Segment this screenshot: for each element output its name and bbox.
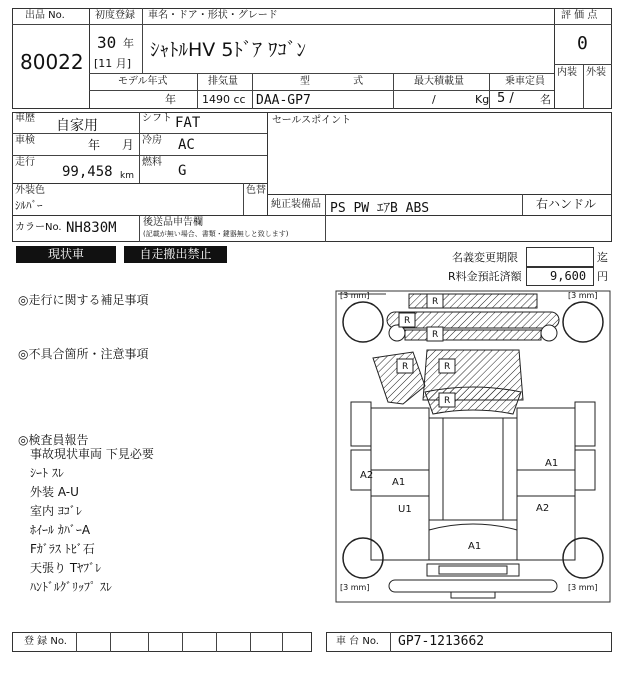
score-label: 評 価 点 bbox=[561, 10, 598, 21]
mark-r: R bbox=[444, 362, 451, 372]
capacity-value: 5 / bbox=[497, 91, 514, 106]
grille bbox=[405, 330, 541, 340]
defects-title: ◎不具合箇所・注意事項 bbox=[18, 347, 149, 361]
name-change-label: 名義変更期限 bbox=[452, 251, 518, 264]
color-number-value: NH830M bbox=[66, 220, 117, 236]
inspection-value: 年 月 bbox=[88, 138, 134, 152]
mileage-unit: km bbox=[120, 171, 134, 181]
report-line: ｼｰﾄ ｽﾚ bbox=[30, 466, 64, 480]
name-change-unit: 迄 bbox=[597, 251, 608, 264]
registration-month: [11 月] bbox=[94, 57, 132, 70]
mark-r: R bbox=[404, 316, 411, 326]
tire-depth-front-right: [3 mm] bbox=[568, 291, 598, 300]
report-line: 外装 A-U bbox=[30, 485, 79, 499]
equipment-label: 純正装備品 bbox=[271, 199, 321, 210]
tire-front-right bbox=[563, 302, 603, 342]
mark-r: R bbox=[444, 396, 451, 406]
fuel-value: G bbox=[178, 163, 187, 179]
details-box bbox=[12, 112, 268, 184]
driving-notes-title: ◎走行に関する補足事項 bbox=[18, 293, 149, 307]
rear-bumper bbox=[389, 580, 557, 592]
mark-a2-right: A2 bbox=[536, 503, 550, 514]
report-line: 天張り Tﾔﾌﾞﾚ bbox=[30, 561, 102, 575]
max-load-unit: Kg bbox=[475, 93, 490, 106]
recolor-label: 色替 bbox=[246, 185, 266, 196]
report-line: ﾊﾝﾄﾞﾙｸﾞﾘｯﾌﾟ ｽﾚ bbox=[30, 580, 112, 594]
chassis-number-label: 車 台 No. bbox=[336, 636, 379, 647]
mileage-label: 走行 bbox=[15, 157, 35, 168]
registration-number-label: 登 録 No. bbox=[24, 636, 67, 647]
lot-number-label: 出品 No. bbox=[25, 10, 65, 21]
recycle-fee-label: R料金預託済額 bbox=[448, 270, 522, 283]
first-registration-label: 初度登録 bbox=[95, 10, 135, 21]
documents-label: 後送品申告欄 bbox=[143, 217, 203, 228]
recycle-fee-value: 9,600 bbox=[550, 269, 587, 283]
chassis-number-value: GP7-1213662 bbox=[398, 634, 485, 649]
name-change-box bbox=[526, 247, 594, 267]
car-damage-diagram bbox=[333, 290, 613, 610]
mark-r: R bbox=[432, 297, 439, 307]
capacity-label: 乗車定員 bbox=[505, 76, 545, 87]
lot-number: 80022 bbox=[20, 50, 84, 74]
mileage-value: 99,458 bbox=[62, 164, 113, 180]
recycle-fee-unit: 円 bbox=[597, 270, 608, 283]
mark-r: R bbox=[402, 362, 409, 372]
mark-a2-left: A2 bbox=[360, 470, 374, 481]
displacement-value: 1490 cc bbox=[202, 93, 246, 106]
color-number-label: カラーNo. bbox=[15, 222, 62, 233]
no-self-drive-badge: 自走搬出禁止 bbox=[124, 246, 227, 263]
steering-value: 右ハンドル bbox=[536, 197, 597, 211]
sales-point-label: セールスポイント bbox=[272, 115, 352, 126]
capacity-unit: 名 bbox=[540, 93, 551, 106]
score-value: 0 bbox=[577, 33, 588, 54]
registration-year-unit: 年 bbox=[123, 37, 134, 50]
mark-a1-left: A1 bbox=[392, 477, 406, 488]
mark-a1-bottom: A1 bbox=[468, 541, 482, 552]
documents-note: (記載が無い場合、書類・鍵器無しと致します) bbox=[143, 230, 289, 238]
tire-depth-rear-right: [3 mm] bbox=[568, 583, 598, 592]
car-name-label: 車名・ドア・形状・グレード bbox=[148, 10, 278, 21]
ac-label: 冷房 bbox=[142, 135, 162, 146]
tire-rear-right bbox=[563, 538, 603, 578]
max-load-value: / bbox=[432, 93, 436, 106]
shift-label: シフト bbox=[142, 113, 172, 124]
color-box bbox=[12, 183, 268, 216]
ac-value: AC bbox=[178, 137, 195, 153]
exterior-label: 外装 bbox=[586, 67, 606, 78]
color-label: 外装色 bbox=[15, 185, 45, 196]
model-code-label: 型 式 bbox=[300, 76, 364, 87]
car-name: ｼｬﾄﾙHV 5ﾄﾞｱ ﾜｺﾞﾝ bbox=[150, 39, 306, 61]
shift-value: FAT bbox=[175, 115, 201, 131]
equipment-value: PS PW ｴｱB ABS bbox=[330, 201, 430, 216]
report-line: ﾎｲｰﾙ ｶﾊﾞｰA bbox=[30, 523, 91, 537]
model-year-label: モデル年式 bbox=[118, 76, 168, 87]
model-year-value: 年 bbox=[165, 93, 176, 106]
max-load-label: 最大積載量 bbox=[414, 76, 464, 87]
report-line: Fｶﾞﾗｽ ﾄﾋﾞ石 bbox=[30, 542, 95, 556]
fuel-label: 燃料 bbox=[142, 157, 162, 168]
inspector-report-title: ◎検査員報告 bbox=[18, 433, 89, 447]
report-line: 室内 ﾖｺﾞﾚ bbox=[30, 504, 82, 518]
interior-label: 内装 bbox=[557, 67, 577, 78]
history-label: 車歴 bbox=[15, 113, 35, 124]
displacement-label: 排気量 bbox=[208, 76, 238, 87]
mark-r: R bbox=[432, 330, 439, 340]
tire-depth-front-left: [3 mm] bbox=[340, 291, 370, 300]
registration-year: 30 bbox=[97, 33, 117, 52]
as-is-badge: 現状車 bbox=[16, 246, 116, 263]
color-value: ｼﾙﾊﾞｰ bbox=[15, 199, 43, 212]
report-line: 事故現状車両 下見必要 bbox=[30, 447, 154, 461]
tire-depth-rear-left: [3 mm] bbox=[340, 583, 370, 592]
mark-a1-right: A1 bbox=[545, 458, 559, 469]
inspection-label: 車検 bbox=[15, 135, 35, 146]
model-code-value: DAA-GP7 bbox=[256, 93, 311, 108]
history-value: 自家用 bbox=[56, 118, 98, 134]
mark-u1: U1 bbox=[398, 504, 412, 515]
tire-rear-left bbox=[343, 538, 383, 578]
